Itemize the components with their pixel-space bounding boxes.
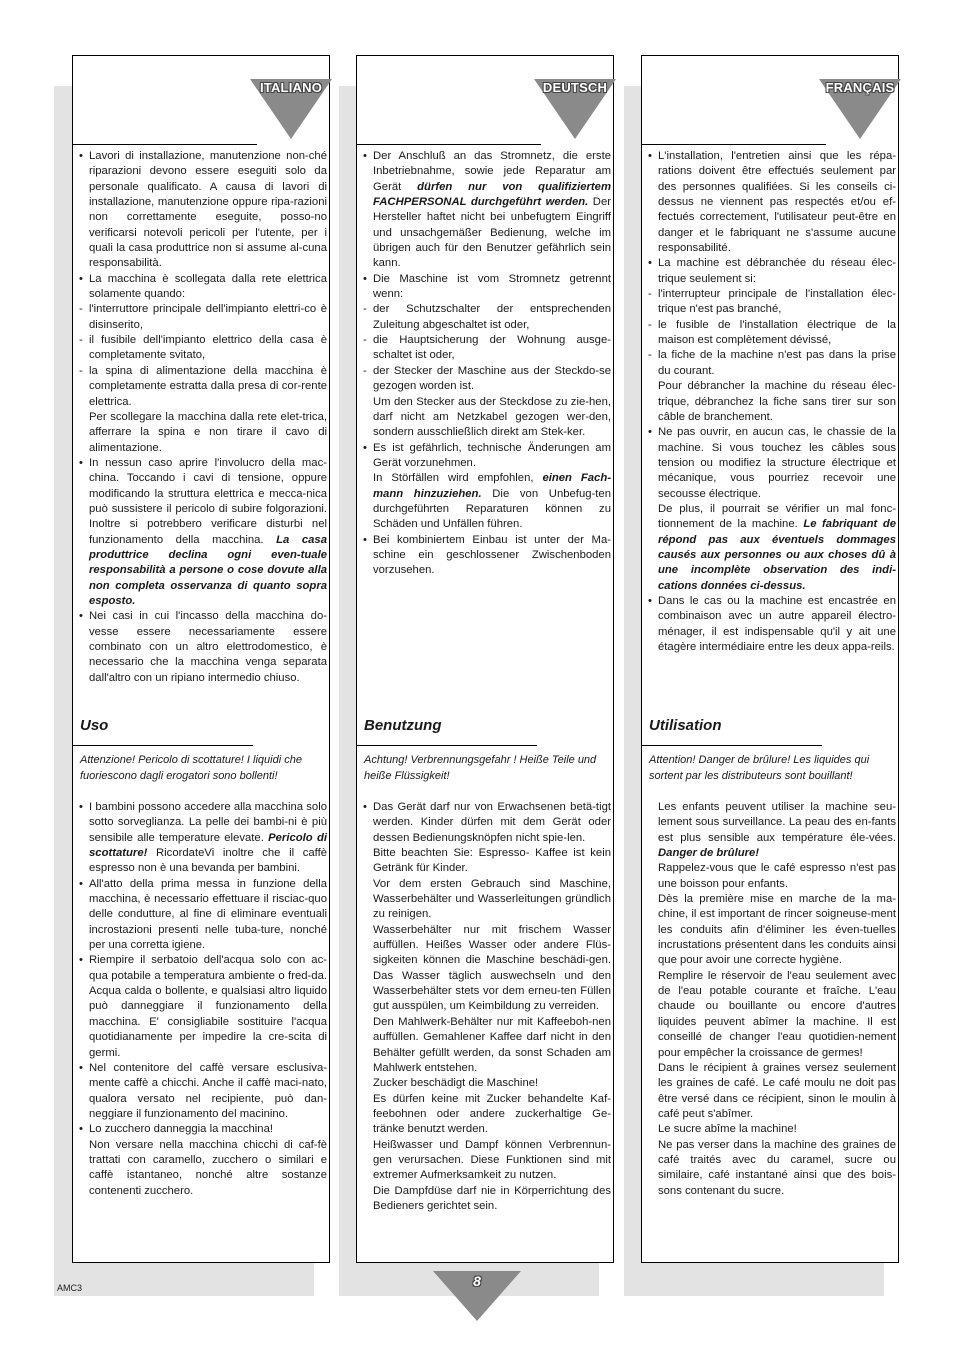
- dash-item: [79, 302, 327, 333]
- bullet-item: [648, 425, 896, 502]
- item-text: Bitte beachten Sie: Espresso- Kaffee ist kein Getränk für Kinder.: [373, 847, 611, 875]
- paragraph: [648, 1061, 896, 1122]
- list-marker: -: [648, 288, 652, 301]
- column-francais: [641, 55, 899, 1263]
- item-text: Wasserbehälter nur mit frischem Wasser auffüllen. Heißes Wasser oder andere Flüs-sigkeiten können die Maschine beschädi-gen. Das Wasser täglich auswechseln und den Wasserbehälter stets vor dem erneu-ten Füllen gut ausspülen, um Keimbildung zu verreiden.: [373, 923, 611, 1013]
- item-text: Das Gerät darf nur von Erwachsenen betä-tigt werden. Kinder dürfen mit dem Gerät oder dessen Bedienungsknöpfen nicht spie-len.: [373, 801, 611, 844]
- page-number: 8: [473, 1273, 481, 1289]
- list-marker: -: [79, 303, 83, 316]
- item-text: Bei kombiniertem Einbau ist unter der Ma-schine ein geschlossener Zwischenboden vorzusehen.: [373, 533, 611, 577]
- bullet-item: [363, 800, 611, 846]
- item-text: Zucker beschädigt die Maschine!: [373, 1077, 539, 1090]
- bullet-item: [79, 800, 327, 877]
- dash-item: [363, 302, 611, 333]
- dash-item: [648, 287, 896, 318]
- item-text: il fusibile dell'impianto elettrico della casa è completamente svitato,: [89, 334, 327, 362]
- item-text: Non versare nella macchina chicchi di caf-fè trattati con caramello, zucchero o similari e caffè istantaneo, nonché altre sostanze contenenti zucchero.: [89, 1138, 327, 1197]
- section-rule: [73, 745, 253, 746]
- warning-text: Attention! Danger de brûlure! Les liquides qui sortent par les distributeurs sont bouillant!: [649, 754, 870, 782]
- bullet-item: [648, 594, 896, 655]
- list-marker: •: [363, 533, 367, 546]
- safety-text: [363, 149, 611, 579]
- list-marker: •: [363, 441, 367, 454]
- column-italiano: [72, 55, 330, 1263]
- item-text: La macchina è scollegata dalla rete elettrica solamente quando:: [89, 272, 327, 301]
- bullet-item: [79, 149, 327, 272]
- item-text: l'interrupteur principale de l'installation élec-trique n'est pas branché,: [658, 288, 896, 316]
- item-text: Riempire il serbatoio dell'acqua solo con ac-qua potabile a temperatura ambiente o fred-da. Acqua calda o bollente, e qualsiasi altro liquido può danneggiare il funzionamento della macchina. E' consigliabile sostituire l'acqua quotidianamente per impedire la cre-scita di germi.: [89, 954, 327, 1059]
- list-marker: •: [363, 272, 367, 285]
- item-text: Ne pas verser dans la machine des graines de café traités avec du caramel, sucre ou similaire, café instantané ainsi que des bois-sons contenant du sucre.: [658, 1138, 896, 1197]
- item-text: der Stecker der Maschine aus der Steckdo-se gezogen worden ist.: [373, 364, 611, 393]
- list-marker: •: [79, 801, 83, 813]
- section-title: Benutzung: [364, 717, 442, 734]
- paragraph: [79, 1138, 327, 1199]
- paragraph: [648, 969, 896, 1061]
- usage-text: [363, 800, 611, 1214]
- section-title: Utilisation: [649, 717, 722, 734]
- dash-item: [79, 333, 327, 364]
- list-marker: -: [79, 364, 83, 377]
- safety-text: [648, 149, 896, 655]
- bullet-item: [79, 1061, 327, 1122]
- bullet-item: [79, 272, 327, 303]
- bullet-item: [363, 533, 611, 579]
- language-label: FRANÇAIS: [825, 80, 895, 95]
- header-rule: [357, 144, 541, 145]
- header-rule: [642, 144, 826, 145]
- warning-text: Achtung! Verbrennungsgefahr ! Heiße Teile und heiße Flüssigkeit!: [364, 754, 597, 782]
- list-marker: •: [79, 610, 83, 623]
- list-marker: •: [79, 150, 83, 162]
- paragraph: [363, 846, 611, 877]
- list-marker: -: [79, 334, 83, 347]
- dash-item: [363, 364, 611, 395]
- list-marker: -: [648, 318, 652, 331]
- safety-text: [79, 149, 327, 686]
- item-text: Den Mahlwerk-Behälter nur mit Kaffeeboh-nen auffüllen. Gemahlener Kaffee darf nicht in den Behälter gefüllt werden, da sonst Schaden am Mahlwerk entstehen.: [373, 1015, 611, 1074]
- bullet-item: [79, 456, 327, 609]
- item-text: Nei casi in cui l'incasso della macchina do-vesse essere necessariamente essere combinato con un altro elettrodomestico, è necessario che la macchina venga separata dall'altro con un ripiano intermedio chiuso.: [89, 610, 327, 684]
- item-text: Die Maschine ist vom Stromnetz getrennt wenn:: [373, 272, 611, 301]
- dash-item: [79, 364, 327, 410]
- paragraph: [79, 410, 327, 456]
- item-text: Per scollegare la macchina dalla rete elet-trica, afferrare la spina e non tirare il cavo di alimentazione.: [89, 410, 327, 454]
- item-text-continued: Der Hersteller haftet nicht bei unbefugtem Eingriff und unsachgemäßer Bedienung, welche im übrigen auch für den Benutzer gefährlich sein kann.: [373, 196, 611, 270]
- item-text: Rappelez-vous que le café espresso n'est pas une boisson pour enfants.: [658, 862, 896, 890]
- list-marker: •: [648, 426, 652, 439]
- list-marker: -: [363, 364, 367, 377]
- header-rule: [73, 144, 257, 145]
- paragraph: [648, 861, 896, 892]
- paragraph: [363, 1138, 611, 1184]
- item-text: l'interruttore principale dell'impianto elettri-co è disinserito,: [89, 303, 327, 331]
- item-text: Les enfants peuvent utiliser la machine seu-lement sous surveillance. La peau des en-fants est plus sensible aux température éle-vées.: [658, 801, 896, 844]
- list-marker: -: [363, 303, 367, 316]
- item-text: Remplire le réservoir de l'eau seulement avec de l'eau potable courante et fraîche. L'eau chaude ou bouillante ou encore d'autres liquides peuvent abîmer la machine. Il est conseillé de changer l'eau quotidien-nement pour empêcher la croissance de germes!: [658, 969, 896, 1059]
- paragraph: [648, 1138, 896, 1199]
- usage-text: [648, 800, 896, 1199]
- item-text: De plus, il pourrait se vérifier un mal fonc-tionnement de la machine.: [658, 502, 896, 531]
- item-text: la spina di alimentazione della macchina è completamente estratta dalla presa di cor-rente elettrica.: [89, 364, 327, 408]
- list-marker: •: [79, 1061, 83, 1074]
- list-marker: •: [79, 877, 83, 890]
- item-text: Dès la première mise en marche de la ma-chine, il est important de rincer soigneuse-ment les conduits afin d'éliminer les éven-tuelles incrustations présentent dans les conduits ainsi que pour avoir une correcte hygiène.: [658, 893, 896, 967]
- list-marker: •: [363, 150, 367, 162]
- item-text: die Hauptsicherung der Wohnung ausge-schaltet ist oder,: [373, 334, 611, 362]
- list-marker: -: [648, 349, 652, 362]
- bullet-item: [648, 256, 896, 287]
- bullet-item: [79, 609, 327, 686]
- paragraph: [648, 379, 896, 425]
- dash-item: [648, 318, 896, 349]
- item-text: Nel contenitore del caffè versare esclusiva-mente caffè a chicchi. Anche il caffè maci-nato, qualora versato nel recipiente, può dan-neggiare il funzionamento del macinino.: [89, 1061, 327, 1120]
- item-text: Ne pas ouvrir, en aucun cas, le chassie de la machine. Si vous touchez les câbles sous tension ou modifiez la structure électrique et mécanique, vous pourriez recevoir une secousse électrique.: [658, 426, 896, 500]
- list-marker: •: [648, 257, 652, 270]
- emphasis-text: einen Fach-mann hinzuziehen.: [373, 472, 611, 500]
- dash-item: [363, 333, 611, 364]
- item-text: All'atto della prima messa in funzione della macchina, è necessario effettuare il risciac-quo delle condutture, al fine di eliminare eventuali incrostazioni presenti nelle tuba-ture, nonché per una corretta igiene.: [89, 877, 327, 952]
- paragraph: [363, 877, 611, 923]
- item-text: la fiche de la machine n'est pas dans la prise du courant.: [658, 349, 896, 377]
- item-text: La machine est débranchée du réseau élec-trique seulement si:: [658, 257, 896, 285]
- paragraph: [363, 1092, 611, 1138]
- item-text-continued: RicordateVi inoltre che il caffè espresso non è una bevanda per bambini.: [89, 847, 327, 875]
- item-text: I bambini possono accedere alla macchina solo sotto sorveglianza. La pelle dei bambi-ni è più sensibile alle temperature elevate.: [89, 801, 327, 844]
- item-text: Lavori di installazione, manutenzione non-ché riparazioni devono essere eseguiti solo da personale qualificato. A causa di lavori di installazione, manutenzione oppure ripa-razioni non correttamente eseguite, posso-no verificarsi notevoli pericoli per l'utente, per i quali la casa produttrice non si assume al-cuna responsabilità.: [89, 150, 327, 270]
- item-text: Vor dem ersten Gebrauch sind Maschine, Wasserbehälter und Wasserleitungen gründlich zu reinigen.: [373, 877, 611, 921]
- item-text: In Störfällen wird empfohlen,: [373, 472, 534, 485]
- paragraph: [648, 800, 896, 861]
- item-text: Die Dampfdüse darf nie in Körperrichtung des Bedieners gerichtet sein.: [373, 1184, 611, 1212]
- bullet-item: [79, 1122, 327, 1137]
- item-text: In nessun caso aprire l'involucro della mac-china. Toccando i cavi di tensione, oppure modificando la struttura elettrica e mecca-nica può sussistere il pericolo di subire folgorazioni. Inoltre si potrebbero verificare disturbi nel funzionamento della macchina.: [89, 456, 327, 546]
- emphasis-text: Danger de brûlure!: [658, 847, 760, 860]
- item-text: Es ist gefährlich, technische Änderungen am Gerät vorzunehmen.: [373, 441, 611, 469]
- paragraph: [648, 1122, 896, 1137]
- list-marker: •: [79, 272, 83, 285]
- item-text: Heißwasser und Dampf können Verbrennun-gen verursachen. Diese Funktionen sind mit extremer Aufmerksamkeit zu nutzen.: [373, 1138, 611, 1182]
- emphasis-text: Le fabriquant de répond pas aux éventuels dommages causés aux personnes ou aux choses dû à une incomplète observation des indi-cations données ci-dessus.: [658, 518, 897, 592]
- dash-item: [648, 348, 896, 379]
- item-text: Um den Stecker aus der Steckdose zu zie-hen, darf nicht am Netzkabel gezogen wer-den, sondern ausschließlich direkt am Stek-ker.: [373, 395, 611, 439]
- item-text: Dans le cas ou la machine est encastrée en combinaison avec un autre appareil électro-ménager, il est indispensable qu'il y ait une étagère intermédiaire entre les deux appa-reils.: [658, 594, 896, 653]
- language-label: DEUTSCH: [542, 80, 608, 95]
- item-text: Es dürfen keine mit Zucker behandelte Kaf-feebohnen oder andere zuckerhaltige Ge-tränke benutzt werden.: [373, 1092, 611, 1136]
- paragraph: [363, 471, 611, 532]
- paragraph: [363, 395, 611, 441]
- emphasis-text: La casa produttrice declina ogni even-tuale responsabilità a persone o cose dovute alla non completa osservanza di quanto sopra esposto.: [89, 533, 327, 607]
- list-marker: •: [648, 594, 652, 607]
- item-text-continued: Die von Unbefug-ten durchgeführten Reparaturen können zu Schäden und Unfällen führen.: [373, 487, 611, 531]
- bullet-item: [363, 272, 611, 303]
- footer-code: AMC3: [57, 1283, 83, 1293]
- section-title: Uso: [80, 717, 109, 734]
- column-deutsch: [356, 55, 614, 1263]
- paragraph: [648, 892, 896, 969]
- bullet-item: [79, 953, 327, 1060]
- warning-text: Attenzione! Pericolo di scottature! I liquidi che fuoriescono dagli erogatori sono bollenti!: [80, 754, 302, 782]
- item-text: Pour débrancher la machine du réseau élec-trique, débranchez la fiche sans tirer sur son câble de branchement.: [658, 380, 896, 423]
- paragraph: [363, 1076, 611, 1091]
- item-text: Dans le récipient à graines versez seulement les graines de café. Le café moulu ne doit pas être versé dans ce récipient, sinon le moulin à café peut s'abîmer.: [658, 1061, 896, 1120]
- bullet-item: [648, 149, 896, 256]
- usage-text: [79, 800, 327, 1199]
- item-text: der Schutzschalter der entsprechenden Zuleitung abgeschaltet ist oder,: [373, 303, 611, 331]
- list-marker: -: [363, 334, 367, 347]
- paragraph: [363, 1015, 611, 1076]
- section-rule: [642, 745, 822, 746]
- list-marker: •: [648, 150, 652, 162]
- list-marker: •: [79, 456, 83, 469]
- item-text: L'installation, l'entretien ainsi que les répa-rations doivent être effectués seulement par des personnes qualifiées. Si les conseils ci-dessus ne viennent pas respectés et/ou ef-fectués correctement, l'utilisateur peut-être en danger et le fabriquant ne s'assume aucune responsabilité.: [658, 150, 896, 255]
- list-marker: •: [79, 954, 83, 967]
- bullet-item: [363, 441, 611, 472]
- bullet-item: [363, 149, 611, 272]
- item-text: Le sucre abîme la machine!: [658, 1123, 797, 1136]
- emphasis-text: dürfen nur von qualifiziertem FACHPERSONAL durchgeführt werden.: [373, 180, 611, 209]
- section-rule: [357, 745, 537, 746]
- item-text: Lo zucchero danneggia la macchina!: [89, 1123, 274, 1136]
- item-text: le fusible de l'installation électrique de la maison est complètement dévissé,: [658, 318, 896, 347]
- paragraph: [363, 923, 611, 1015]
- emphasis-text: Pericolo di scottature!: [89, 831, 327, 860]
- item-text: Der Anschluß an das Stromnetz, die erste Inbetriebnahme, sowie jede Reparatur am Gerät: [373, 150, 611, 193]
- language-label: ITALIANO: [259, 80, 323, 95]
- bullet-item: [79, 877, 327, 954]
- list-marker: •: [363, 801, 367, 813]
- paragraph: [648, 502, 896, 594]
- list-marker: •: [79, 1123, 83, 1136]
- paragraph: [363, 1184, 611, 1215]
